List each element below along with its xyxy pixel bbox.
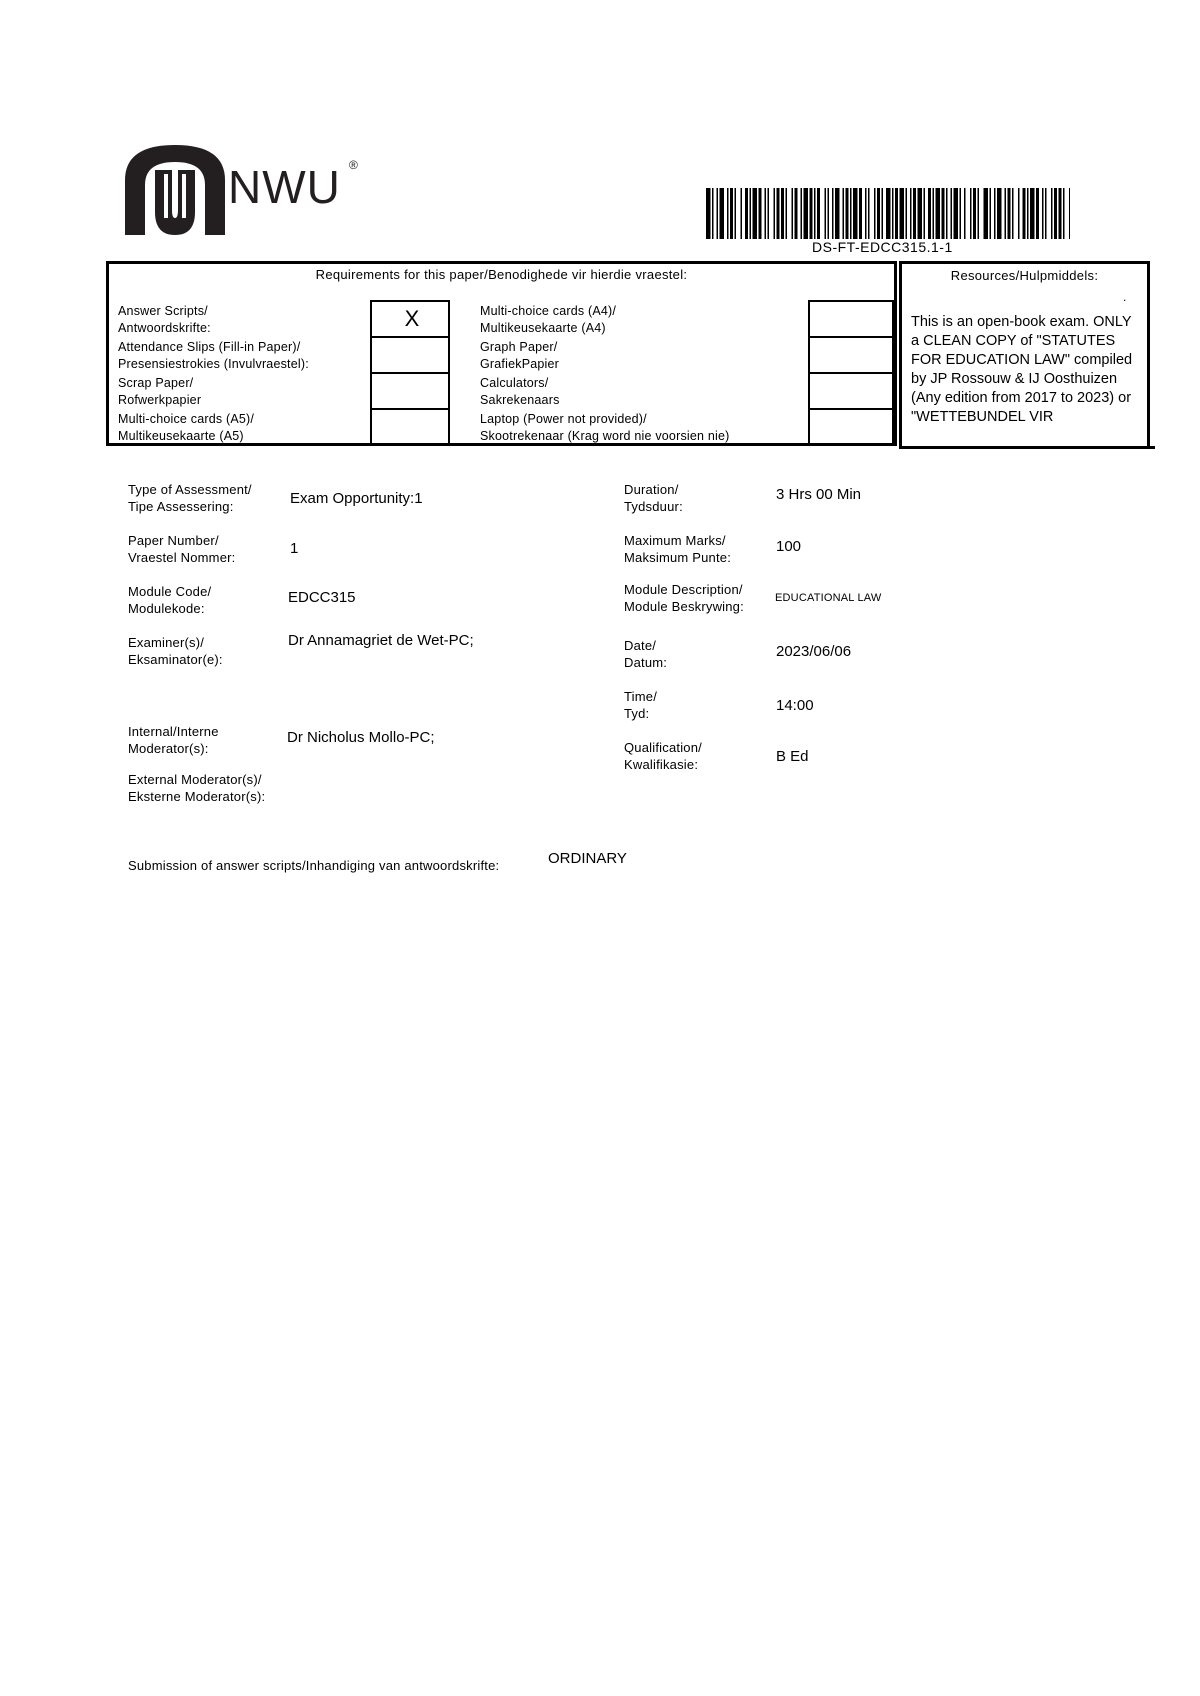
barcode-bar — [853, 188, 858, 239]
requirement-mc-cards-a4: Multi-choice cards (A4)/ Multikeusekaarte (A4) — [480, 304, 617, 335]
qualification-label: Qualification/ Kwalifikasie: — [624, 740, 702, 772]
barcode-text: DS-FT-EDCC315.1-1 — [812, 239, 953, 255]
submission-value: ORDINARY — [548, 850, 627, 867]
barcode-bar — [933, 188, 935, 239]
barcode-bar — [973, 188, 976, 239]
barcode-bar — [828, 188, 830, 239]
barcode-bar — [1027, 188, 1029, 239]
barcode-bar — [990, 188, 992, 239]
barcode-bar — [1023, 188, 1026, 239]
barcode-bar — [1051, 188, 1053, 239]
barcode-bar — [918, 188, 923, 239]
internal-moderator-label: Internal/Interne Moderator(s): — [128, 724, 219, 756]
barcode-bar — [750, 188, 752, 239]
nwu-emblem-icon — [120, 140, 230, 240]
barcode-bar — [810, 188, 813, 239]
paper-number-value: 1 — [290, 540, 299, 557]
time-label: Time/ Tyd: — [624, 689, 658, 721]
barcode-bar — [900, 188, 905, 239]
barcode-bar — [850, 188, 852, 239]
submission-label: Submission of answer scripts/Inhandiging van antwoordskrifte: — [128, 858, 500, 873]
barcode-bar — [1036, 188, 1039, 239]
barcode-bar — [835, 188, 840, 239]
barcode-bar — [712, 188, 714, 239]
barcode-bar — [795, 188, 798, 239]
barcode-bar — [913, 188, 916, 239]
barcode-bar — [1008, 188, 1011, 239]
resources-bottom-rule — [899, 446, 1155, 449]
requirement-graph-paper: Graph Paper/ GrafiekPapier — [480, 340, 560, 371]
barcode-bar — [817, 188, 820, 239]
barcode-bar — [741, 188, 743, 239]
checkbox-attendance-slips — [370, 336, 450, 372]
requirement-scrap-paper: Scrap Paper/ Rofwerkpapier — [118, 376, 202, 407]
type-of-assessment-label: Type of Assessment/ Tipe Assessering: — [128, 482, 252, 514]
resources-dot: . — [1123, 290, 1127, 304]
barcode-bar — [868, 188, 870, 239]
barcode-bar — [786, 188, 788, 239]
barcode-bar — [960, 188, 962, 239]
checkbox-mc-cards-a4 — [808, 300, 894, 336]
barcode-bar — [936, 188, 941, 239]
checkbox-mc-cards-a5 — [370, 408, 450, 446]
requirement-laptop: Laptop (Power not provided)/ Skootrekenaar (Krag word nie voorsien nie) — [480, 412, 730, 443]
barcode-bar — [727, 188, 729, 239]
barcode-bar — [735, 188, 737, 239]
checkbox-graph-paper — [808, 336, 894, 372]
barcode-bar — [753, 188, 758, 239]
barcode-bar — [886, 188, 891, 239]
barcode-bar — [730, 188, 733, 239]
barcode-bar — [859, 188, 862, 239]
barcode-bar — [946, 188, 948, 239]
barcode-bar — [745, 188, 748, 239]
barcode-bar — [978, 188, 980, 239]
module-code-label: Module Code/ Modulekode: — [128, 584, 212, 616]
checkbox-mark: X — [404, 306, 420, 331]
external-moderator-label: External Moderator(s)/ Eksterne Moderator(s): — [128, 772, 266, 804]
maximum-marks-label: Maximum Marks/ Maksimum Punte: — [624, 533, 732, 565]
barcode-bar — [781, 188, 784, 239]
barcode-bar — [717, 188, 719, 239]
barcode-bar — [1030, 188, 1035, 239]
checkbox-answer-scripts — [370, 300, 450, 336]
resources-text: This is an open-book exam. ONLY a CLEAN COPY of "STATUTES FOR EDUCATION LAW" compiled by JP Rossouw & IJ Oosthuizen (Any edition from 2017 to 2023) or "WETTEBUNDEL VIR — [911, 314, 1133, 425]
barcode-bar — [865, 188, 867, 239]
barcode-bar — [1063, 188, 1065, 239]
barcode-bar — [846, 188, 849, 239]
date-value: 2023/06/06 — [776, 643, 852, 660]
barcode-bar — [924, 188, 926, 239]
barcode-bar — [1012, 188, 1014, 239]
duration-label: Duration/ Tydsduur: — [624, 482, 683, 514]
barcode-bar — [970, 188, 972, 239]
barcode-bar — [774, 188, 776, 239]
checkbox-scrap-paper — [370, 372, 450, 408]
time-value: 14:00 — [776, 697, 814, 714]
barcode-bar — [874, 188, 876, 239]
barcode-bar — [814, 188, 816, 239]
registered-mark: ® — [349, 158, 358, 172]
barcode-bar — [984, 188, 989, 239]
barcode-bar — [1054, 188, 1057, 239]
requirement-calculators: Calculators/ Sakrekenaars — [480, 376, 560, 407]
barcode-bar — [720, 188, 725, 239]
examiner-value: Dr Annamagriet de Wet-PC; — [288, 632, 474, 649]
checkbox-laptop — [808, 408, 894, 446]
barcode-bar — [843, 188, 845, 239]
barcode-bar — [1069, 188, 1070, 239]
qualification-value: B Ed — [776, 748, 809, 765]
barcode-graphic — [706, 188, 1070, 239]
barcode-bar — [906, 188, 908, 239]
requirements-title: Requirements for this paper/Benodighede vir hierdie vraestel: — [315, 267, 688, 282]
barcode-bar — [928, 188, 931, 239]
barcode-bar — [942, 188, 945, 239]
barcode-bar — [801, 188, 803, 239]
module-description-label: Module Description/ Module Beskrywing: — [624, 582, 744, 614]
barcode-bar — [882, 188, 884, 239]
barcode-bar — [759, 188, 762, 239]
requirement-answer-scripts: Answer Scripts/ Antwoordskrifte: — [118, 304, 211, 335]
barcode-bar — [1005, 188, 1007, 239]
barcode-bar — [765, 188, 767, 239]
barcode-bar — [895, 188, 898, 239]
barcode-bar — [1059, 188, 1062, 239]
barcode-bar — [777, 188, 780, 239]
barcode-bar — [910, 188, 912, 239]
module-code-value: EDCC315 — [288, 589, 356, 606]
barcode-bar — [1042, 188, 1044, 239]
maximum-marks-value: 100 — [776, 538, 802, 555]
requirement-attendance-slips: Attendance Slips (Fill-in Paper)/ Presensiestrokies (Invulvraestel): — [118, 340, 309, 371]
barcode-bar — [1018, 188, 1020, 239]
duration-value: 3 Hrs 00 Min — [776, 486, 862, 503]
date-label: Date/ Datum: — [624, 638, 668, 670]
barcode-bar — [964, 188, 966, 239]
logo-wordmark: NWU — [228, 161, 341, 213]
internal-moderator-value: Dr Nicholus Mollo-PC; — [287, 729, 435, 746]
barcode-bar — [804, 188, 809, 239]
barcode-bar — [954, 188, 959, 239]
barcode-bar — [892, 188, 894, 239]
paper-number-label: Paper Number/ Vraestel Nommer: — [128, 533, 236, 565]
barcode-bar — [832, 188, 834, 239]
checkbox-calculators — [808, 372, 894, 408]
barcode-bar — [825, 188, 827, 239]
resources-box — [899, 261, 1150, 449]
barcode-bar — [994, 188, 996, 239]
barcode-bar — [877, 188, 880, 239]
barcode-bar — [768, 188, 770, 239]
barcode-bar — [997, 188, 1002, 239]
resources-title: Resources/Hulpmiddels: — [950, 268, 1099, 283]
barcode-bar — [1045, 188, 1047, 239]
type-of-assessment-value: Exam Opportunity:1 — [290, 490, 423, 507]
examiner-label: Examiner(s)/ Eksaminator(e): — [128, 635, 223, 667]
barcode-bar — [792, 188, 794, 239]
barcode-bar — [706, 188, 711, 239]
barcode-bar — [951, 188, 953, 239]
requirement-mc-cards-a5: Multi-choice cards (A5)/ Multikeusekaarte (A5) — [118, 412, 255, 443]
module-description-value: EDUCATIONAL LAW — [775, 592, 882, 604]
